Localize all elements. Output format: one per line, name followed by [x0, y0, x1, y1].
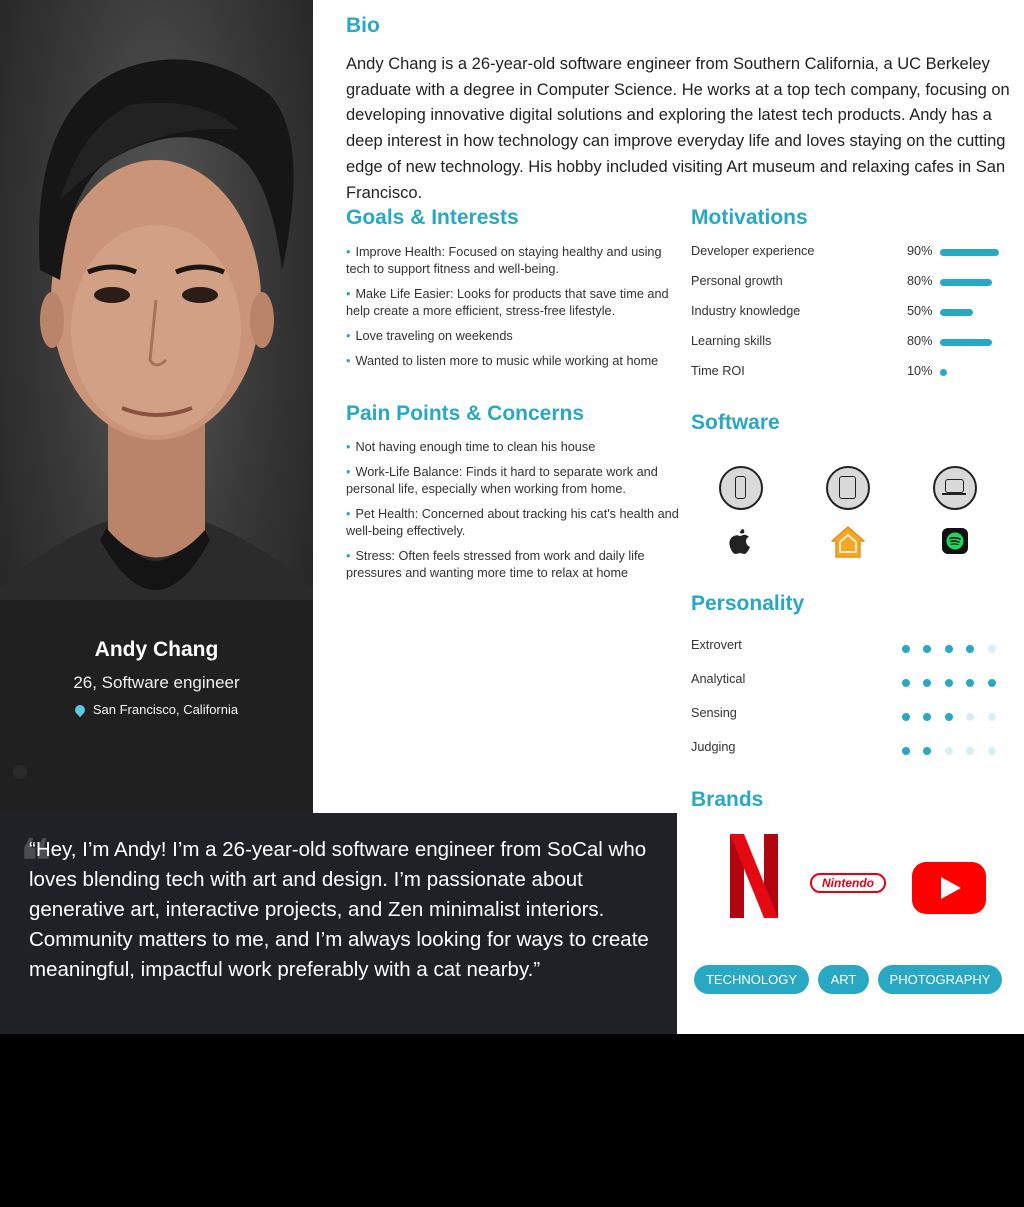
list-item: • Stress: Often feels stressed from work and daily life pressures and wanting more time to relax at home — [346, 548, 681, 582]
brands-heading: Brands — [691, 788, 764, 811]
rating-dot-empty — [988, 713, 996, 721]
motivation-label: Developer experience — [691, 244, 815, 258]
motivation-row — [691, 242, 1011, 262]
list-item: • Love traveling on weekends — [346, 328, 681, 345]
motivation-percent: 80% — [907, 334, 933, 348]
rating-dot-filled — [923, 713, 931, 721]
list-item: • Work-Life Balance: Finds it hard to separate work and personal life, especially when working from home. — [346, 464, 681, 498]
motivation-percent: 80% — [907, 274, 933, 288]
apple-logo-icon — [728, 529, 752, 555]
personality-row — [691, 738, 1011, 758]
tag-photography[interactable]: PHOTOGRAPHY — [878, 965, 1002, 994]
rating-dot-filled — [902, 747, 910, 755]
persona-location — [0, 702, 313, 717]
pain-points-list — [346, 439, 681, 590]
rating-dot-filled — [923, 645, 931, 653]
quote-box — [0, 813, 677, 1034]
persona-role: 26, Software engineer — [73, 673, 240, 692]
personality-rating — [902, 710, 1009, 724]
motivation-label: Personal growth — [691, 274, 783, 288]
motivation-bar — [940, 309, 973, 316]
rating-dot-empty — [966, 713, 974, 721]
persona-name: Andy Chang — [94, 638, 219, 661]
motivation-label: Learning skills — [691, 334, 772, 348]
motivation-row — [691, 302, 1011, 322]
rating-dot-empty — [988, 645, 996, 653]
location-pin-icon — [73, 703, 87, 717]
spotify-logo-icon — [942, 528, 968, 554]
personality-row — [691, 636, 1011, 656]
motivation-bar — [940, 249, 999, 256]
list-item: • Make Life Easier: Looks for products that save time and help create a more efficient, stress-free lifestyle. — [346, 286, 681, 320]
rating-dot-filled — [988, 679, 996, 687]
software-heading: Software — [691, 411, 780, 434]
tag-art[interactable]: ART — [818, 965, 869, 994]
motivation-label: Time ROI — [691, 364, 745, 378]
motivation-percent: 10% — [907, 364, 933, 378]
list-item: • Improve Health: Focused on staying healthy and using tech to support fitness and well-being. — [346, 244, 681, 278]
location-text: San Francisco, California — [92, 702, 239, 717]
pain-points-heading: Pain Points & Concerns — [346, 402, 585, 425]
smartphone-icon — [719, 466, 763, 510]
personality-label: Analytical — [691, 672, 746, 686]
profile-photo — [0, 0, 313, 813]
tablet-icon — [826, 466, 870, 510]
motivation-bar — [940, 339, 992, 346]
motivations-heading: Motivations — [691, 206, 808, 229]
rating-dot-filled — [923, 747, 931, 755]
personality-label: Judging — [691, 740, 736, 754]
rating-dot-empty — [966, 747, 974, 755]
rating-dot-filled — [902, 645, 910, 653]
motivation-row — [691, 272, 1011, 292]
rating-dot-empty — [945, 747, 953, 755]
personality-rating — [902, 642, 1009, 656]
list-item: • Pet Health: Concerned about tracking his cat's health and well-being effectively. — [346, 506, 681, 540]
rating-dot-filled — [966, 679, 974, 687]
rating-dot-filled — [902, 679, 910, 687]
personality-row — [691, 670, 1011, 690]
motivation-label: Industry knowledge — [691, 304, 801, 318]
list-item: • Wanted to listen more to music while working at home — [346, 353, 681, 370]
quote-text: “Hey, I’m Andy! I’m a 26-year-old software engineer from SoCal who loves blending tech with art and design. I’m passionate about generative art, interactive projects, and Zen minimalist interiors. Community matters to me, and I’m always looking for ways to create meaningful, impactful work preferably with a cat nearby.” — [29, 838, 649, 981]
rating-dot-empty — [988, 747, 996, 755]
motivation-bar — [940, 369, 947, 376]
motivation-row — [691, 362, 1011, 382]
home-app-icon — [830, 525, 866, 559]
rating-dot-filled — [945, 679, 953, 687]
laptop-icon — [933, 466, 977, 510]
motivation-row — [691, 332, 1011, 352]
personality-label: Sensing — [691, 706, 737, 720]
tag-technology[interactable]: TECHNOLOGY — [694, 965, 809, 994]
list-item: • Not having enough time to clean his house — [346, 439, 681, 456]
goals-heading: Goals & Interests — [346, 206, 519, 229]
motivation-bar — [940, 279, 992, 286]
nintendo-logo: Nintendo — [810, 873, 886, 893]
rating-dot-filled — [966, 645, 974, 653]
goals-list — [346, 244, 681, 378]
rating-dot-filled — [945, 645, 953, 653]
bio-text: Andy Chang is a 26-year-old software engineer from Southern California, a UC Berkeley graduate with a degree in Computer Science. He works at a top tech company, focusing on developing innovative digital solutions and exploring the latest tech products. Andy has a deep interest in how technology can improve everyday life and loves staying on the cutting edge of new technology. His hobby included visiting Art museum and relaxing cafes in San Francisco. — [346, 55, 1010, 202]
motivation-percent: 90% — [907, 244, 933, 258]
personality-row — [691, 704, 1011, 724]
motivation-percent: 50% — [907, 304, 933, 318]
quote-mark-icon: ❝ — [19, 825, 53, 898]
rating-dot-filled — [945, 713, 953, 721]
personality-rating — [902, 744, 1009, 758]
personality-label: Extrovert — [691, 638, 742, 652]
rating-dot-filled — [902, 713, 910, 721]
youtube-logo-icon — [912, 862, 986, 914]
personality-heading: Personality — [691, 592, 805, 615]
rating-dot-filled — [923, 679, 931, 687]
personality-rating — [902, 676, 1009, 690]
netflix-logo-icon — [730, 834, 778, 918]
bio-heading: Bio — [346, 14, 380, 37]
